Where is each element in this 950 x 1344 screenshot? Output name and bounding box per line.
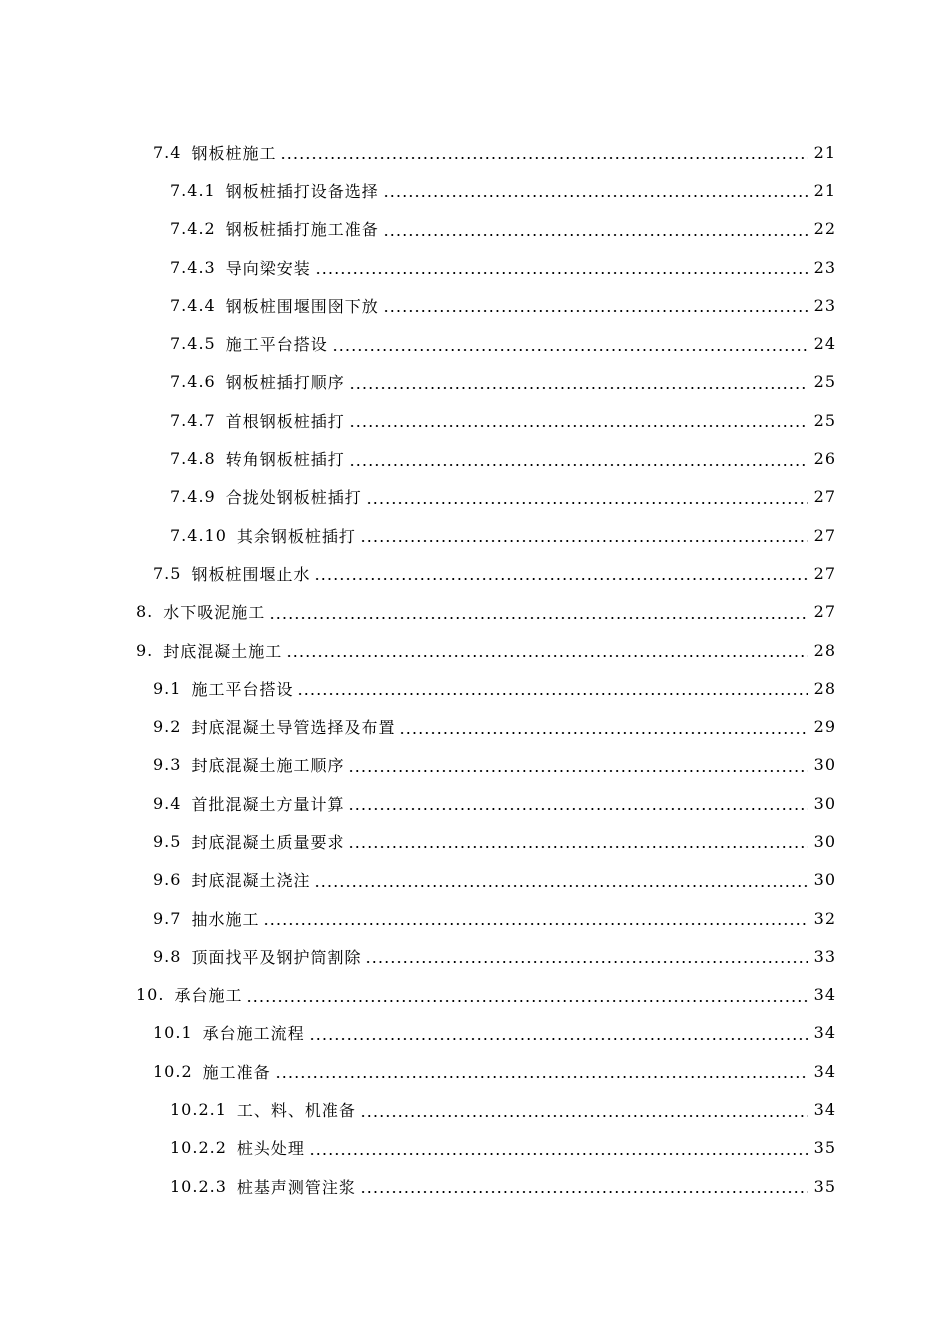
toc-entry-label: [136, 600, 267, 623]
toc-entry-label: [153, 1060, 273, 1083]
toc-entry-number: 9.8: [153, 946, 182, 966]
toc-entry-label: [153, 907, 261, 930]
toc-dot-leader: [348, 795, 808, 811]
toc-entry-page-number: 28: [813, 678, 836, 698]
toc-entry-label: [170, 524, 358, 547]
toc-entry-label: [136, 983, 244, 1006]
toc-entry-title: 封底混凝土质量要求: [191, 832, 345, 852]
toc-entry[interactable]: [0, 707, 950, 745]
toc-entry-title: 首批混凝土方量计算: [191, 794, 345, 814]
toc-entry-number: 9.1: [153, 678, 182, 698]
toc-entry-page-number: 35: [813, 1138, 836, 1158]
toc-entry[interactable]: [0, 976, 950, 1014]
toc-entry-title: 其余钢板桩插打: [236, 526, 356, 546]
toc-entry-label: [170, 1175, 358, 1198]
toc-entry[interactable]: [0, 248, 950, 286]
toc-dot-leader: [383, 297, 808, 313]
toc-dot-leader: [349, 374, 808, 390]
toc-dot-leader: [332, 336, 808, 352]
toc-entry[interactable]: [0, 210, 950, 248]
toc-entry-page-number: 33: [813, 946, 836, 966]
toc-entry-label: [153, 141, 278, 164]
toc-dot-leader: [348, 757, 808, 773]
toc-entry-title: 施工平台搭设: [225, 335, 328, 355]
toc-dot-leader: [280, 144, 808, 160]
toc-entry-label: [153, 677, 295, 700]
table-of-contents: [0, 133, 950, 1205]
toc-entry-label: [170, 256, 313, 279]
toc-entry-title: 抽水施工: [191, 909, 260, 929]
toc-entry-page-number: 28: [813, 640, 836, 660]
toc-entry-label: [170, 332, 330, 355]
toc-dot-leader: [315, 259, 808, 275]
toc-entry-page-number: 25: [813, 410, 836, 430]
toc-dot-leader: [314, 565, 808, 581]
toc-entry-page-number: 27: [813, 563, 836, 583]
toc-entry-number: 9.2: [153, 717, 182, 737]
toc-entry-title: 桩头处理: [236, 1139, 305, 1159]
toc-entry-number: 10.1: [153, 1023, 193, 1043]
toc-entry-number: 7.4.2: [170, 219, 216, 239]
toc-entry-number: 10.2.1: [170, 1100, 227, 1120]
toc-entry[interactable]: [0, 478, 950, 516]
toc-entry-title: 水下吸泥施工: [163, 603, 266, 623]
toc-entry-label: [153, 1021, 307, 1044]
toc-entry[interactable]: [0, 861, 950, 899]
toc-entry-number: 10.2: [153, 1061, 193, 1081]
toc-entry[interactable]: [0, 1167, 950, 1205]
toc-entry-number: 10.2.3: [170, 1176, 227, 1196]
toc-dot-leader: [365, 948, 808, 964]
toc-entry-label: [170, 217, 381, 240]
toc-entry-number: 7.5: [153, 563, 182, 583]
toc-entry-title: 首根钢板桩插打: [225, 411, 345, 431]
toc-dot-leader: [360, 1102, 808, 1118]
toc-dot-leader: [314, 872, 808, 888]
toc-entry-label: [170, 485, 364, 508]
toc-dot-leader: [286, 642, 808, 658]
toc-entry-title: 钢板桩围堰止水: [191, 564, 311, 584]
toc-entry-page-number: 34: [813, 1061, 836, 1081]
toc-entry[interactable]: [0, 439, 950, 477]
toc-dot-leader: [349, 412, 808, 428]
toc-entry-label: [153, 830, 346, 853]
toc-entry-label: [170, 1098, 358, 1121]
toc-entry-title: 封底混凝土导管选择及布置: [191, 718, 396, 738]
toc-entry-label: [136, 639, 284, 662]
toc-entry-label: [153, 868, 312, 891]
toc-dot-leader: [349, 451, 808, 467]
toc-dot-leader: [309, 1025, 808, 1041]
toc-entry-title: 合拢处钢板桩插打: [225, 488, 362, 508]
toc-dot-leader: [399, 719, 808, 735]
toc-entry-page-number: 34: [813, 1023, 836, 1043]
toc-entry[interactable]: [0, 1014, 950, 1052]
toc-entry-title: 封底混凝土施工: [163, 641, 283, 661]
toc-entry-page-number: 32: [813, 908, 836, 928]
toc-dot-leader: [246, 987, 808, 1003]
toc-entry-number: 7.4.6: [170, 372, 216, 392]
toc-entry-title: 钢板桩插打顺序: [225, 373, 345, 393]
toc-entry-page-number: 23: [813, 257, 836, 277]
toc-entry-label: [170, 447, 347, 470]
toc-dot-leader: [297, 680, 808, 696]
toc-entry-number: 7.4.5: [170, 334, 216, 354]
toc-dot-leader: [269, 604, 808, 620]
toc-entry-title: 钢板桩插打施工准备: [225, 220, 379, 240]
toc-entry-page-number: 26: [813, 449, 836, 469]
toc-entry-title: 钢板桩围堰围囹下放: [225, 296, 379, 316]
toc-entry-title: 桩基声测管注浆: [236, 1177, 356, 1197]
toc-entry-title: 钢板桩施工: [191, 143, 277, 163]
toc-entry[interactable]: [0, 669, 950, 707]
toc-entry[interactable]: [0, 1129, 950, 1167]
toc-dot-leader: [309, 1140, 808, 1156]
toc-entry-page-number: 25: [813, 372, 836, 392]
toc-entry-page-number: 24: [813, 334, 836, 354]
toc-entry[interactable]: [0, 784, 950, 822]
toc-entry-page-number: 30: [813, 870, 836, 890]
toc-entry-number: 9.: [136, 640, 154, 660]
toc-entry-title: 封底混凝土浇注: [191, 871, 311, 891]
toc-entry-page-number: 30: [813, 831, 836, 851]
toc-entry[interactable]: [0, 286, 950, 324]
toc-entry[interactable]: [0, 133, 950, 171]
toc-entry-number: 9.5: [153, 831, 182, 851]
toc-entry-title: 工、料、机准备: [236, 1101, 356, 1121]
toc-entry-number: 9.3: [153, 755, 182, 775]
toc-entry-number: 9.4: [153, 793, 182, 813]
toc-entry-title: 施工平台搭设: [191, 679, 294, 699]
toc-entry-title: 承台施工流程: [202, 1024, 305, 1044]
toc-entry[interactable]: [0, 363, 950, 401]
toc-entry[interactable]: [0, 324, 950, 362]
toc-entry-title: 施工准备: [202, 1062, 271, 1082]
toc-entry-page-number: 22: [813, 219, 836, 239]
toc-entry-page-number: 27: [813, 602, 836, 622]
toc-entry-title: 承台施工: [174, 986, 243, 1006]
toc-entry-page-number: 34: [813, 1100, 836, 1120]
toc-entry-page-number: 27: [813, 525, 836, 545]
toc-entry[interactable]: [0, 746, 950, 784]
toc-entry[interactable]: [0, 1052, 950, 1090]
toc-entry-number: 7.4.1: [170, 180, 216, 200]
toc-entry-title: 钢板桩插打设备选择: [225, 181, 379, 201]
toc-entry[interactable]: [0, 554, 950, 592]
toc-entry-label: [153, 945, 363, 968]
toc-entry-number: 10.2.2: [170, 1138, 227, 1158]
toc-entry[interactable]: [0, 593, 950, 631]
toc-entry-number: 7.4.4: [170, 295, 216, 315]
toc-entry-label: [153, 715, 397, 738]
toc-entry-title: 导向梁安装: [225, 258, 311, 278]
toc-entry-number: 7.4.8: [170, 449, 216, 469]
toc-dot-leader: [383, 221, 808, 237]
toc-entry-page-number: 21: [813, 180, 836, 200]
toc-dot-leader: [275, 1063, 808, 1079]
toc-entry-number: 10.: [136, 985, 165, 1005]
toc-entry-number: 8.: [136, 602, 154, 622]
toc-entry-page-number: 34: [813, 985, 836, 1005]
toc-entry-number: 7.4.3: [170, 257, 216, 277]
toc-entry[interactable]: [0, 631, 950, 669]
toc-dot-leader: [360, 1178, 808, 1194]
toc-dot-leader: [383, 182, 808, 198]
toc-entry[interactable]: [0, 1090, 950, 1128]
toc-entry-page-number: 29: [813, 717, 836, 737]
toc-entry-number: 9.6: [153, 870, 182, 890]
toc-dot-leader: [366, 489, 808, 505]
toc-entry-label: [153, 753, 346, 776]
toc-entry-number: 7.4.7: [170, 410, 216, 430]
toc-entry[interactable]: [0, 822, 950, 860]
toc-entry-number: 9.7: [153, 908, 182, 928]
toc-entry-label: [170, 179, 381, 202]
toc-entry-number: 7.4.9: [170, 487, 216, 507]
toc-entry-page-number: 30: [813, 755, 836, 775]
toc-entry[interactable]: [0, 516, 950, 554]
toc-dot-leader: [348, 833, 808, 849]
toc-entry-page-number: 30: [813, 793, 836, 813]
toc-entry-label: [170, 1136, 307, 1159]
toc-entry-number: 7.4.10: [170, 525, 227, 545]
toc-entry-number: 7.4: [153, 142, 182, 162]
toc-entry-title: 顶面找平及钢护筒割除: [191, 947, 362, 967]
toc-entry-label: [170, 370, 347, 393]
toc-entry-label: [153, 562, 312, 585]
toc-entry-title: 转角钢板桩插打: [225, 450, 345, 470]
toc-entry-page-number: 23: [813, 295, 836, 315]
toc-entry[interactable]: [0, 401, 950, 439]
toc-entry[interactable]: [0, 899, 950, 937]
toc-entry-label: [170, 409, 347, 432]
toc-entry-page-number: 27: [813, 487, 836, 507]
toc-dot-leader: [263, 910, 808, 926]
toc-entry-label: [153, 792, 346, 815]
toc-entry-title: 封底混凝土施工顺序: [191, 756, 345, 776]
toc-entry-page-number: 35: [813, 1176, 836, 1196]
toc-entry[interactable]: [0, 937, 950, 975]
toc-entry-page-number: 21: [813, 142, 836, 162]
toc-dot-leader: [360, 527, 808, 543]
toc-entry-label: [170, 294, 381, 317]
toc-entry[interactable]: [0, 171, 950, 209]
